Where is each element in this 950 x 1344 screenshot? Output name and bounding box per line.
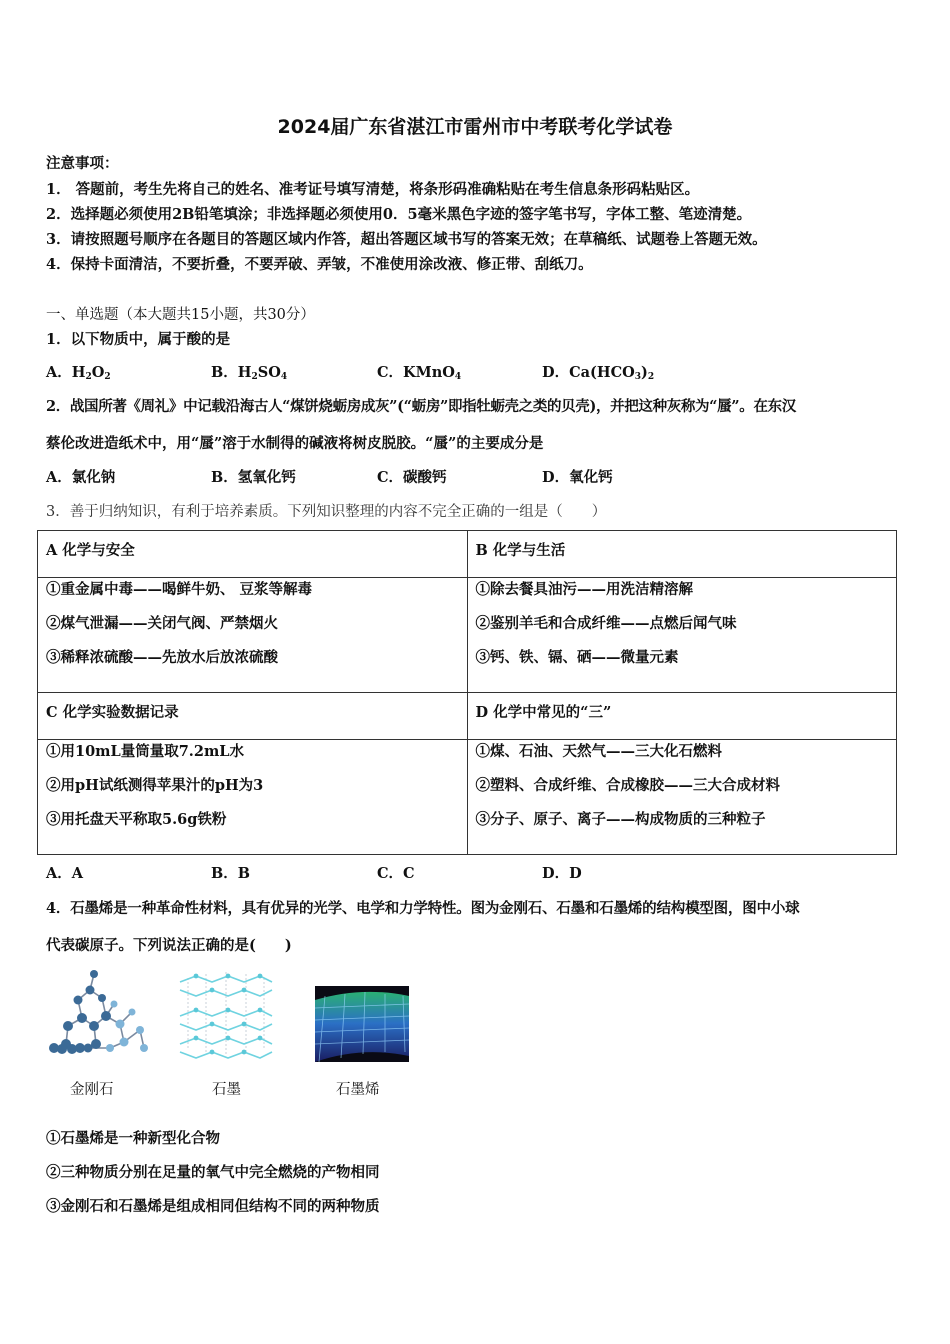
diamond-structure-image	[44, 968, 154, 1060]
cell-b-head: B 化学与生活	[467, 531, 897, 578]
q2-option-a: A．氯化钠	[46, 469, 116, 486]
q1-option-b: B．$H_2SO_4$	[211, 364, 288, 382]
q2-stem-line-2: 蔡伦改进造纸术中，用“蜃”溶于水制得的碱液将树皮脱胶。“蜃”的主要成分是	[46, 435, 544, 452]
q3-stem: 3．善于归纳知识，有利于培养素质。下列知识整理的内容不完全正确的一组是（ ）	[46, 504, 607, 520]
cell-a-item-3: ③稀释浓硫酸——先放水后放浓硫酸	[46, 649, 278, 666]
cell-d-item-3: ③分子、原子、离子——构成物质的三种粒子	[475, 811, 766, 828]
q3-option-d: D．D	[542, 865, 582, 882]
cell-a-item-2: ②煤气泄漏——关闭气阀、严禁烟火	[46, 615, 278, 632]
cell-d-item-2: ②塑料、合成纤维、合成橡胶——三大合成材料	[475, 777, 780, 794]
q3-option-a: A．A	[46, 865, 84, 882]
q1-stem: 1．以下物质中，属于酸的是	[46, 331, 231, 348]
cell-c-item-3: ③用托盘天平称取5.6g铁粉	[46, 811, 227, 828]
cell-d-item-1: ①煤、石油、天然气——三大化石燃料	[475, 743, 722, 760]
q1-option-c: C．KMnO$_4$	[377, 364, 462, 382]
cell-b-item-1: ①除去餐具油污——用洗洁精溶解	[475, 581, 693, 598]
exam-title: 2024届广东省湛江市雷州市中考联考化学试卷	[277, 116, 673, 138]
q3-option-b: B．B	[211, 865, 251, 882]
cell-b-body	[467, 578, 897, 693]
cell-a-body	[38, 578, 468, 693]
q2-option-b: B．氢氧化钙	[211, 469, 296, 486]
notice-item-3: 3．请按照题号顺序在各题目的答题区域内作答，超出答题区域书写的答案无效；在草稿纸、试题卷上答题无效。	[46, 231, 767, 248]
q4-stem-line-2: 代表碳原子。下列说法正确的是( )	[46, 937, 292, 954]
cell-c-item-1: ①用10mL量筒量取7.2mL水	[46, 743, 244, 760]
cell-a-item-1: ①重金属中毒——喝鲜牛奶、 豆浆等解毒	[46, 581, 313, 598]
q4-statement-2: ②三种物质分别在足量的氧气中完全燃烧的产物相同	[46, 1164, 380, 1181]
q4-statement-3: ③金刚石和石墨烯是组成相同但结构不同的两种物质	[46, 1198, 380, 1215]
cell-a-head: A 化学与安全	[38, 531, 468, 578]
notice-item-2: 2．选择题必须使用2B铅笔填涂；非选择题必须使用0．5毫米黑色字迹的签字笔书写，字体工整、笔迹清楚。	[46, 206, 752, 223]
graphene-structure-image	[315, 986, 409, 1062]
q1-option-a: A．$H_2O_2$	[46, 364, 111, 382]
cell-d-body	[467, 740, 897, 855]
caption-diamond: 金刚石	[70, 1082, 114, 1098]
cell-c-head: C 化学实验数据记录	[38, 693, 468, 740]
cell-c-body	[38, 740, 468, 855]
section-heading: 一、单选题（本大题共15小题，共30分）	[46, 307, 315, 323]
notice-item-1: 1． 答题前，考生先将自己的姓名、准考证号填写清楚，将条形码准确粘贴在考生信息条形码粘贴区。	[46, 181, 700, 198]
q1-option-d: D．$Ca(HCO_3)_2$	[542, 364, 655, 382]
caption-graphite: 石墨	[212, 1082, 241, 1098]
q4-stem-line-1: 4．石墨烯是一种革命性材料，具有优异的光学、电学和力学特性。图为金刚石、石墨和石墨烯的结构模型图，图中小球	[46, 900, 800, 917]
q2-stem-line-1: 2．战国所著《周礼》中记载沿海古人“煤饼烧蛎房成灰”(“蛎房”即指牡蛎壳之类的贝壳)，并把这种灰称为“蜃”。在东汉	[46, 398, 796, 415]
notice-heading: 注意事项：	[46, 155, 119, 172]
cell-c-item-2: ②用pH试纸测得苹果汁的pH为3	[46, 777, 264, 794]
cell-b-item-3: ③钙、铁、镉、硒——微量元素	[475, 649, 679, 666]
notice-item-4: 4．保持卡面清洁，不要折叠，不要弄破、弄皱，不准使用涂改液、修正带、刮纸刀。	[46, 256, 593, 273]
q3-option-c: C．C	[377, 865, 415, 882]
graphite-structure-image	[176, 968, 276, 1060]
q2-option-d: D．氧化钙	[542, 469, 613, 486]
cell-d-head: D 化学中常见的“三”	[467, 693, 897, 740]
q2-option-c: C．碳酸钙	[377, 469, 447, 486]
caption-graphene: 石墨烯	[336, 1082, 380, 1098]
q3-knowledge-table	[37, 530, 897, 855]
q4-statement-1: ①石墨烯是一种新型化合物	[46, 1130, 220, 1147]
cell-b-item-2: ②鉴别羊毛和合成纤维——点燃后闻气味	[475, 615, 737, 632]
